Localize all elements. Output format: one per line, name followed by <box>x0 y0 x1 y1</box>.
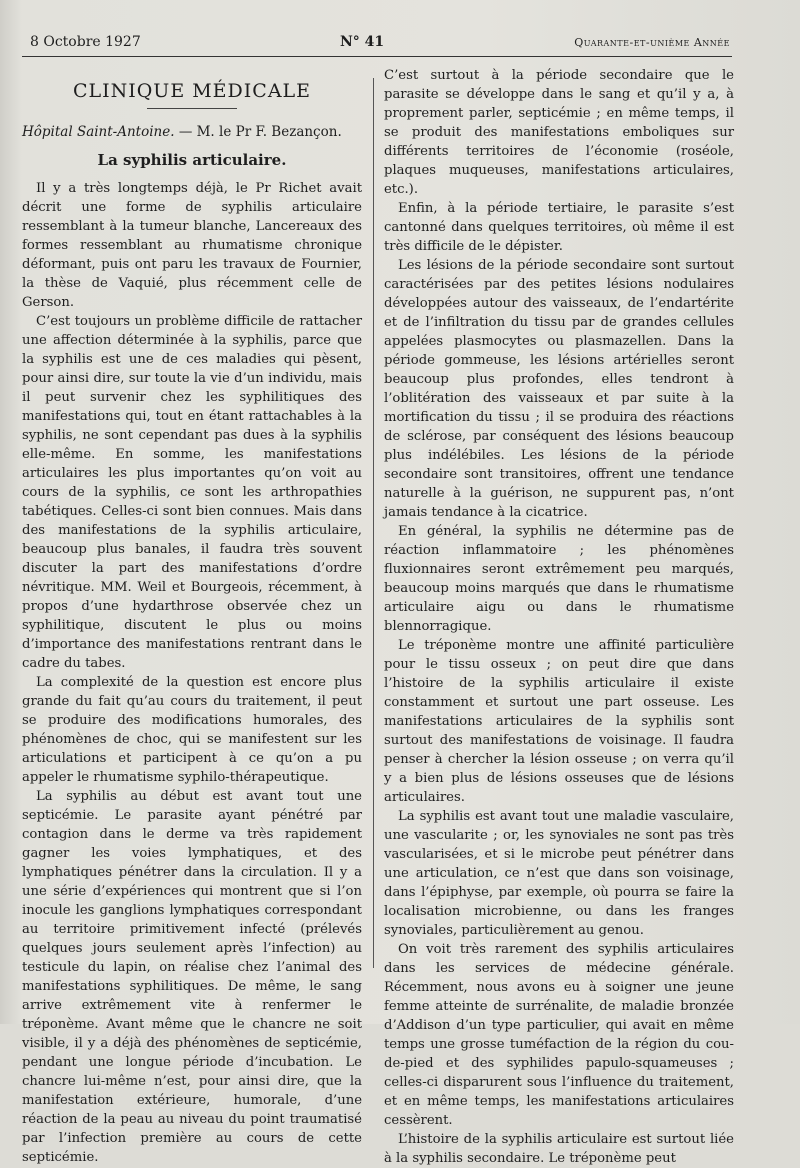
paragraph: On voit très rarement des syphilis articulaires dans les services de médecine générale. Récemment, nous avons eu à soigner une jeune femme atteinte de surrénalite, de maladie bronzée d’Addison d’un type particulier, qui avait en même temps une grosse tuméfaction de la région du cou-de-pied et des syphilides papulo-squameuses ; celles-ci disparurent sous l’influence du traitement, et en même temps, les manifestations articulaires cessèrent. <box>384 942 734 1128</box>
header-rule <box>22 56 732 57</box>
paragraph: C’est surtout à la période secondaire que le parasite se développe dans le sang et qu’il y a, à proprement parler, septicémie ; en même temps, il se produit des manifestations emboliques sur différents territoires de l’économie (roséole, plaques muqueuses, manifestations articulaires, etc.). <box>384 68 734 197</box>
byline-author: — M. le Pr F. Bezançon. <box>174 124 342 140</box>
section-title: CLINIQUE MÉDICALE <box>72 80 312 102</box>
paragraph: Il y a très longtemps déjà, le Pr Richet avait décrit une forme de syphilis articulaire ressemblant à la tumeur blanche, Lancereaux des formes ressemblant au rhumatisme chronique déformant, puis ont paru les travaux de Fournier, la thèse de Vaquié, plus récemment celle de Gerson. <box>22 181 362 310</box>
paragraph: Les lésions de la période secondaire sont surtout caractérisées par des petites lésions nodulaires développées autour des vaisseaux, de l’endartérite et de l’infiltration du tissu par de grandes cellules appelées plasmocytes ou plasmazellen. Dans la période gommeuse, les lésions artérielles seront beaucoup plus profondes, elles tendront à l’oblitération des vaisseaux et par suite à la mortification du tissu ; il se produira des réactions de sclérose, par conséquent des lésions beaucoup plus indélébiles. Les lésions de la période secondaire sont transitoires, offrent une tendance naturelle à la guérison, ne suppurent pas, n’ont jamais tendance à la cicatrice. <box>384 258 734 520</box>
paragraph: L’histoire de la syphilis articulaire est surtout liée à la syphilis secondaire. Le tréponème peut <box>384 1132 734 1166</box>
paragraph: La syphilis est avant tout une maladie vasculaire, une vascularite ; or, les synoviales ne sont pas très vascularisées, et si le microbe peut pénétrer dans une articulation, ce n’est que dans son voisinage, dans l’épiphyse, par exemple, où pourra se faire la localisation microbienne, ou dans les franges synoviales, particulièrement au genou. <box>384 809 734 938</box>
paragraph: C’est toujours un problème difficile de rattacher une affection déterminée à la syphilis, parce que la syphilis est une de ces maladies qui pèsent, pour ainsi dire, sur toute la vie d’un individu, mais il peut survenir chez les syphilitiques des manifestations qui, tout en étant rattachables à la syphilis, ne sont cependant pas dues à la syphilis elle-même. En somme, les manifestations articulaires les plus importantes qu’on voit au cours de la syphilis, ce sont les arthropathies tabétiques. Celles-ci sont bien connues. Mais dans des manifestations de la syphilis articulaire, beaucoup plus banales, il faudra très souvent discuter la part des manifestations d’ordre névritique. MM. Weil et Bourgeois, récemment, à propos d’une hydarthrose observée chez un syphilitique, discutent le plus ou moins d’importance des manifestations rentrant dans le cadre du tabes. <box>22 314 362 671</box>
byline-place: Hôpital Saint-Antoine. <box>22 124 175 140</box>
paragraph: En général, la syphilis ne détermine pas de réaction inflammatoire ; les phénomènes fluxionnaires seront extrêmement peu marqués, beaucoup moins marqués que dans le rhumatisme articulaire aigu ou dans le rhumatisme blennorragique. <box>384 524 734 634</box>
title-rule <box>147 108 237 109</box>
publication-year: Quarante-et-unième Année <box>574 36 730 49</box>
issue-number: N° 41 <box>340 34 385 50</box>
paragraph: Le tréponème montre une affinité particulière pour le tissu osseux ; on peut dire que dans l’histoire de la syphilis articulaire il existe constamment et surtout une part osseuse. Les manifestations articulaires de la syphilis sont surtout des manifestations de voisinage. Il faudra penser à chercher la lésion osseuse ; on verra qu’il y a bien plus de lésions osseuses que de lésions articulaires. <box>384 638 734 805</box>
paragraph: Enfin, à la période tertiaire, le parasite s’est cantonné dans quelques territoires, où même il est très difficile de le dépister. <box>384 201 734 254</box>
paragraph: La syphilis au début est avant tout une septicémie. Le parasite ayant pénétré par contagion dans le derme va très rapidement gagner les voies lymphatiques, et des lymphatiques pénétrer dans la circulation. Il y a une série d’expériences qui montrent que si l’on inocule les ganglions lymphatiques correspondant au territoire primitivement infecté (prélevés quelques jours seulement après l’infection) au testicule du lapin, on réalise chez l’animal des manifestations syphilitiques. De même, le sang arrive extrêmement vite à renfermer le tréponème. Avant même que le chancre ne soit visible, il y a déjà des phénomènes de septicémie, pendant une longue période d’incubation. Le chancre lui-même n’est, pour ainsi dire, que la manifestation extérieure, humorale, d’une réaction de la peau au niveau du point traumatisé par l’infection première au cours de cette septicémie. <box>22 789 362 1165</box>
byline <box>22 123 362 141</box>
right-column <box>384 66 734 1168</box>
article-title: La syphilis articulaire. <box>97 151 287 169</box>
page-header <box>30 34 730 56</box>
issue-date: 8 Octobre 1927 <box>30 34 141 50</box>
column-divider <box>373 78 374 968</box>
left-column <box>22 66 362 1167</box>
paragraph: La complexité de la question est encore plus grande du fait qu’au cours du traitement, il peut se produire des modifications humorales, des phénomènes de choc, qui se manifestent sur les articulations et participent à ce qu’on a pu appeler le rhumatisme syphilo-thérapeutique. <box>22 675 362 785</box>
